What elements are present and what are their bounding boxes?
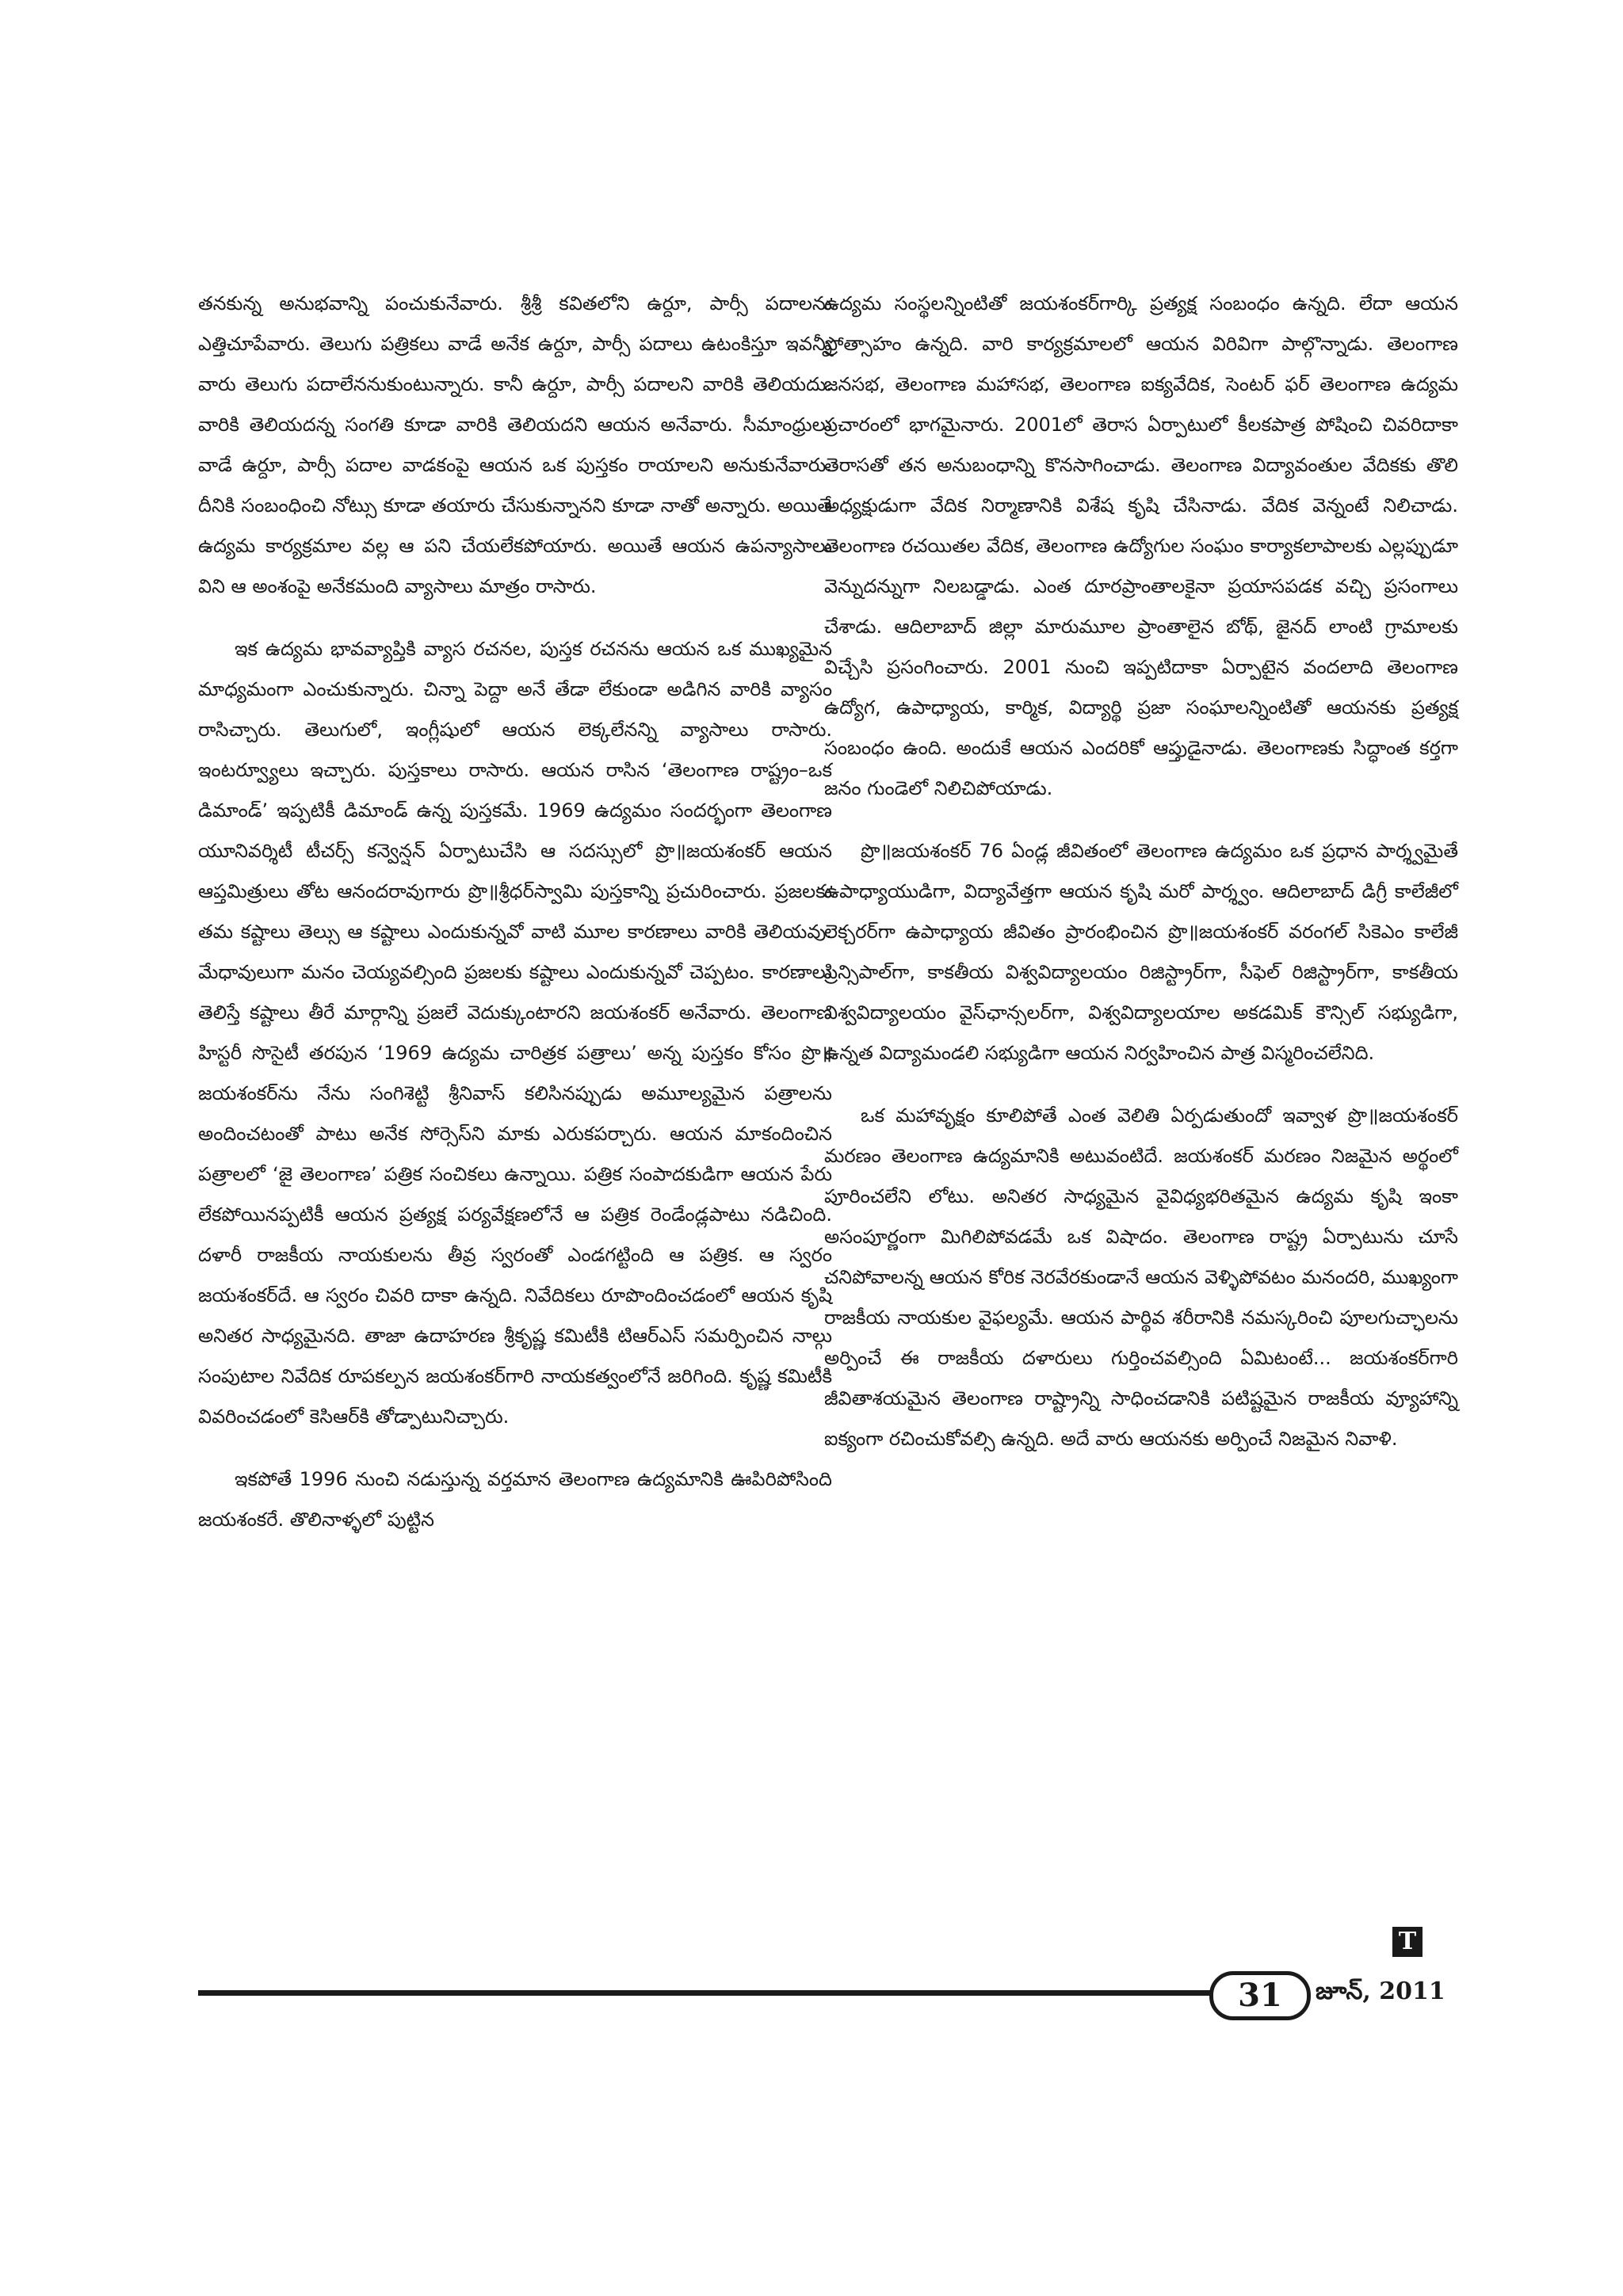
article-paragraph: తనకున్న అనుభవాన్ని పంచుకునేవారు. శ్రీశ్రీ కవితలోని ఉర్దూ, పార్సీ పదాలను ఎత్తిచూపేవారు. తెలుగు పత్రికలు వాడే అనేక ఉర్దూ, పార్సీ పదాలు ఉటంకిస్తూ ఇవన్నీ వారు తెలుగు పదాలేననుకుంటున్నారు. కానీ ఉర్దూ, పార్సీ పదాలని వారికి తెలియదు. వారికి తెలియదన్న సంగతి కూడా వారికి తెలియదని ఆయన అనేవారు. సీమాంధ్రులు వాడే ఉర్దూ, పార్సీ పదాల వాడకంపై ఆయన ఒక పుస్తకం రాయాలని అనుకునేవారు. దీనికి సంబంధించి నోట్సు కూడా తయారు చేసుకున్నానని కూడా నాతో అన్నారు. అయితే ఉద్యమ కార్యక్రమాల వల్ల ఆ పని చేయలేకపోయారు. అయితే ఆయన ఉపన్యాసాలు విని ఆ అంశంపై అనేకమంది వ్యాసాలు మాత్రం రాసారు. <box>198 292 832 597</box>
article-end-mark-icon: T <box>1392 1927 1423 1957</box>
footer-rule <box>198 1990 1212 1996</box>
article-paragraph: ఒక మహావృక్షం కూలిపోతే ఎంత వెలితి ఏర్పడుతుందో ఇవ్వాళ ప్రొ॥జయశంకర్ మరణం తెలంగాణ ఉద్యమానికి అటువంటిదే. జయశంకర్ మరణం నిజమైన అర్థంలో పూరించలేని లోటు. అనితర సాధ్యమైన వైవిధ్యభరితమైన ఉద్యమ కృషి ఇంకా అసంపూర్ణంగా మిగిలిపోవడమే ఒక విషాదం. తెలంగాణ రాష్ట్ర ఏర్పాటును చూసే చనిపోవాలన్న ఆయన కోరిక నెరవేరకుండానే ఆయన వెళ్ళిపోవటం మనందరి, ముఖ్యంగా రాజకీయ నాయకుల వైఫల్యమే. ఆయన పార్థివ శరీరానికి నమస్కరించి పూలగుచ్ఛాలను అర్పించే ఈ రాజకీయ దళారులు గుర్తించవల్సింది ఏమిటంటే... జయశంకర్‌గారి జీవితాశయమైన తెలంగాణ రాష్ట్రాన్ని సాధించడానికి పటిష్టమైన రాజకీయ వ్యూహాన్ని ఐక్యంగా రచించుకోవల్సి ఉన్నది. అదే వారు ఆయనకు అర్పించే నిజమైన నివాళి. <box>824 1104 1458 1450</box>
article-paragraph: ప్రొ॥జయశంకర్ 76 ఏండ్ల జీవితంలో తెలంగాణ ఉద్యమం ఒక ప్రధాన పార్శ్వమైతే ఉపాధ్యాయుడిగా, విద్యావేత్తగా ఆయన కృషి మరో పార్శ్వం. ఆదిలాబాద్ డిగ్రీ కాలేజీలో లెక్చరర్‌గా ఉపాధ్యాయ జీవితం ప్రారంభించిన ప్రొ॥జయశంకర్ వరంగల్ సికెఎం కాలేజీ ప్రిన్సిపాల్‌గా, కాకతీయ విశ్వవిద్యాలయం రిజిస్ట్రార్‌గా, సీఫెల్ రిజిస్ట్రార్‌గా, కాకతీయ విశ్వవిద్యాలయం వైస్‌ఛాన్సలర్‌గా, విశ్వవిద్యాలయాల అకడమిక్ కౌన్సిల్ సభ్యుడిగా, ఉన్నత విద్యామండలి సభ్యుడిగా ఆయన నిర్వహించిన పాత్ర విస్మరించలేనిది. <box>824 840 1458 1064</box>
article-column-right <box>824 284 1458 1482</box>
article-paragraph: ఇక ఉద్యమ భావవ్యాప్తికి వ్యాస రచనల, పుస్తక రచనను ఆయన ఒక ముఖ్యమైన మాధ్యమంగా ఎంచుకున్నారు. చిన్నా పెద్దా అనే తేడా లేకుండా అడిగిన వారికి వ్యాసం రాసిచ్చారు. తెలుగులో, ఇంగ్లీషులో ఆయన లెక్కలేనన్ని వ్యాసాలు రాసారు. ఇంటర్వ్యూలు ఇచ్చారు. పుస్తకాలు రాసారు. ఆయన రాసిన ‘తెలంగాణ రాష్ట్రం–ఒక డిమాండ్’ ఇప్పటికీ డిమాండ్ ఉన్న పుస్తకమే. 1969 ఉద్యమం సందర్భంగా తెలంగాణ యూనివర్శిటీ టీచర్స్ కన్వెన్షన్ ఏర్పాటుచేసి ఆ సదస్సులో ప్రొ॥జయశంకర్ ఆయన ఆప్తమిత్రులు తోట ఆనందరావుగారు ప్రొ॥శ్రీధర్‌స్వామి పుస్తకాన్ని ప్రచురించారు. ప్రజలకు తమ కష్టాలు తెల్సు ఆ కష్టాలు ఎందుకున్నవో వాటి మూల కారణాలు వారికి తెలియవు. మేధావులుగా మనం చెయ్యవల్సింది ప్రజలకు కష్టాలు ఎందుకున్నవో చెప్పటం. కారణాలు తెలిస్తే కష్టాలు తీరే మార్గాన్ని ప్రజలే వెదుక్కుంటారని జయశంకర్ అనేవారు. తెలంగాణ హిస్టరీ సొసైటీ తరపున ‘1969 ఉద్యమ చారిత్రక పత్రాలు’ అన్న పుస్తకం కోసం ప్రొ॥జయశంకర్‌ను నేను సంగిశెట్టి శ్రీనివాస్ కలిసినప్పుడు అమూల్యమైన పత్రాలను అందించటంతో పాటు అనేక సోర్సెస్‌ని మాకు ఎరుకపర్చారు. ఆయన మాకందించిన పత్రాలలో ‘జై తెలంగాణ’ పత్రిక సంచికలు ఉన్నాయి. పత్రిక సంపాదకుడిగా ఆయన పేరు లేకపోయినప్పటికీ ఆయన ప్రత్యక్ష పర్యవేక్షణలోనే ఆ పత్రిక రెండేండ్లపాటు నడిచింది. దళారీ రాజకీయ నాయకులను తీవ్ర స్వరంతో ఎండగట్టింది ఆ పత్రిక. ఆ స్వరం జయశంకర్‌దే. ఆ స్వరం చివరి దాకా ఉన్నది. నివేదికలు రూపొందించడంలో ఆయన కృషి అనితర సాధ్యమైనది. తాజా ఉదాహరణ శ్రీకృష్ణ కమిటీకి టిఆర్ఎస్ సమర్పించిన నాల్గు సంపుటాల నివేదిక రూపకల్పన జయశంకర్‌గారి నాయకత్వంలోనే జరిగింది. కృష్ణ కమిటీకి వివరించడంలో కెసిఆర్‌కి తోడ్పాటునిచ్చారు. <box>198 638 832 1428</box>
issue-date: జూన్, 2011 <box>1316 1978 1445 2005</box>
article-column-left <box>198 284 832 1562</box>
article-paragraph: ఉద్యమ సంస్థలన్నింటితో జయశంకర్‌గార్కి ప్రత్యక్ష సంబంధం ఉన్నది. లేదా ఆయన ప్రోత్సాహం ఉన్నది. వారి కార్యక్రమాలలో ఆయన విరివిగా పాల్గొన్నాడు. తెలంగాణ జనసభ, తెలంగాణ మహాసభ, తెలంగాణ ఐక్యవేదిక, సెంటర్ ఫర్ తెలంగాణ ఉద్యమ ప్రచారంలో భాగమైనారు. 2001లో తెరాస ఏర్పాటులో కీలకపాత్ర పోషించి చివరిదాకా తెరాసతో తన అనుబంధాన్ని కొనసాగించాడు. తెలంగాణ విద్యావంతుల వేదికకు తొలి అధ్యక్షుడుగా వేదిక నిర్మాణానికి విశేష కృషి చేసినాడు. వేదిక వెన్నంటే నిలిచాడు. తెలంగాణ రచయితల వేదిక, తెలంగాణ ఉద్యోగుల సంఘం కార్యాకలాపాలకు ఎల్లప్పుడూ వెన్నుదన్నుగా నిలబడ్డాడు. ఎంత దూరప్రాంతాలకైనా ప్రయాసపడక వచ్చి ప్రసంగాలు చేశాడు. ఆదిలాబాద్ జిల్లా మారుమూల ప్రాంతాలైన బోథ్, జైనద్ లాంటి గ్రామాలకు విచ్చేసి ప్రసంగించారు. 2001 నుంచి ఇప్పటిదాకా ఏర్పాటైన వందలాది తెలంగాణ ఉద్యోగ, ఉపాధ్యాయ, కార్మిక, విద్యార్థి ప్రజా సంఘాలన్నింటితో ఆయనకు ప్రత్యక్ష సంబంధం ఉంది. అందుకే ఆయన ఎందరికో ఆప్తుడైనాడు. తెలంగాణకు సిద్ధాంత కర్తగా జనం గుండెలో నిలిచిపోయాడు. <box>824 292 1458 799</box>
page-number: 31 <box>1209 1971 1311 2020</box>
article-paragraph: ఇకపోతే 1996 నుంచి నడుస్తున్న వర్తమాన తెలంగాణ ఉద్యమానికి ఊపిరిపోసింది జయశంకరే. తొలినాళ్ళలో పుట్టిన <box>198 1468 832 1531</box>
